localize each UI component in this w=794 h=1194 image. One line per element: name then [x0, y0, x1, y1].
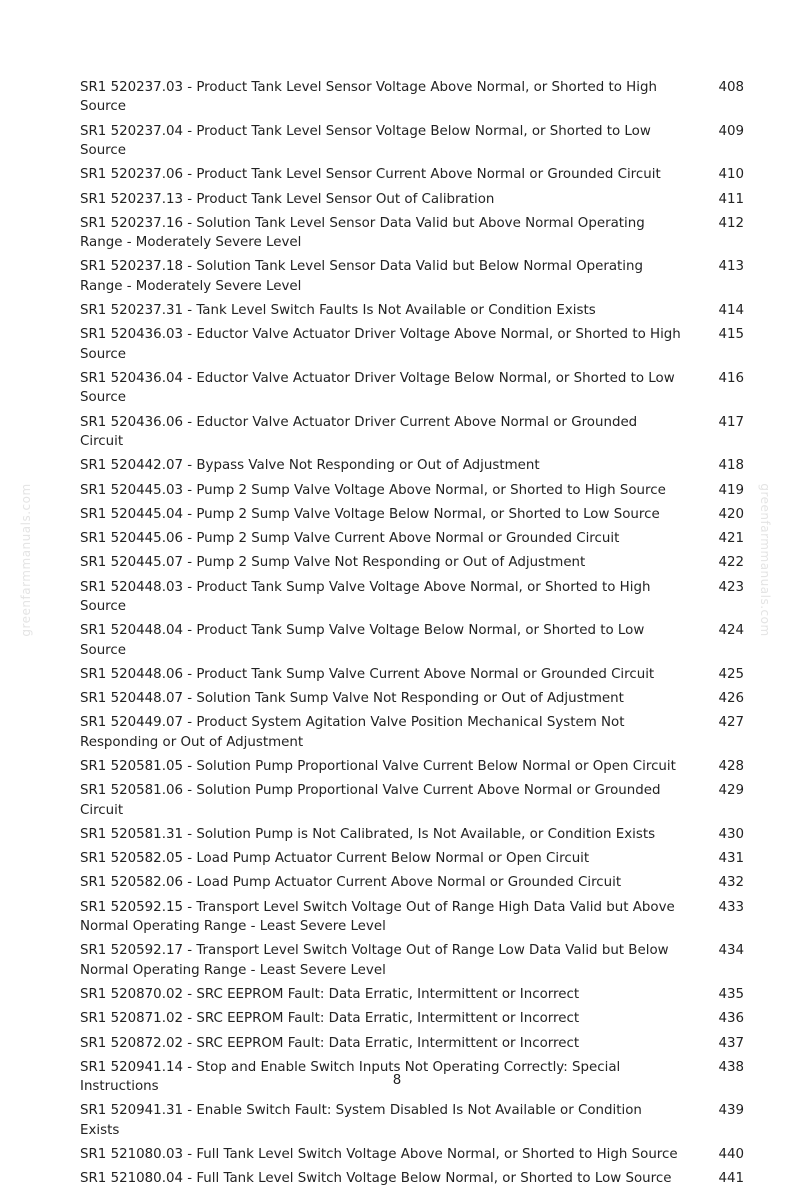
toc-entry-page: 438: [718, 1059, 744, 1075]
toc-entry-title: SR1 520445.06 - Pump 2 Sump Valve Current Above Normal or Grounded Circuit: [80, 531, 620, 547]
toc-entry-title: SR1 520436.03 - Eductor Valve Actuator Driver Voltage Above Normal, or Shorted to High Source: [80, 327, 681, 362]
toc-entry[interactable]: [80, 505, 744, 529]
toc-entry-page: 436: [718, 1011, 744, 1027]
toc-entry-page: 425: [718, 666, 744, 682]
toc-entry[interactable]: [80, 689, 744, 713]
toc-entry[interactable]: [80, 1145, 744, 1169]
toc-entry[interactable]: [80, 553, 744, 577]
toc-entry-title: SR1 520449.07 - Product System Agitation Valve Position Mechanical System Not Responding or Out of Adjustment: [80, 715, 625, 750]
toc-entry-title: SR1 520237.03 - Product Tank Level Sensor Voltage Above Normal, or Shorted to High Source: [80, 80, 657, 115]
toc-entry-page: 429: [718, 783, 744, 799]
toc-entry-page: 435: [718, 987, 744, 1003]
toc-entry-page: 428: [718, 759, 744, 775]
toc-entry-title: SR1 520436.06 - Eductor Valve Actuator Driver Current Above Normal or Grounded Circuit: [80, 414, 638, 450]
toc-entry[interactable]: [80, 190, 744, 214]
toc-entry[interactable]: [80, 757, 744, 781]
toc-entry-title: SR1 520445.04 - Pump 2 Sump Valve Voltage Below Normal, or Shorted to Low Source: [80, 506, 660, 522]
toc-entry-page: 427: [718, 715, 744, 731]
toc-entry[interactable]: [80, 257, 744, 301]
toc-entry-title: SR1 520442.07 - Bypass Valve Not Responding or Out of Adjustment: [80, 458, 540, 474]
toc-entry[interactable]: [80, 621, 744, 665]
toc-entry-page: 437: [718, 1035, 744, 1051]
toc-entry[interactable]: [80, 214, 744, 258]
toc-entry-title: SR1 520448.03 - Product Tank Sump Valve Voltage Above Normal, or Shorted to High Source: [80, 579, 651, 614]
toc-entry[interactable]: [80, 301, 744, 325]
toc-entry-page: 419: [718, 482, 744, 498]
toc-entry-title: SR1 520872.02 - SRC EEPROM Fault: Data Erratic, Intermittent or Incorrect: [80, 1035, 580, 1051]
toc-entry-page: 414: [718, 303, 744, 319]
toc-entry[interactable]: [80, 325, 744, 369]
toc-entry-title: SR1 520445.07 - Pump 2 Sump Valve Not Responding or Out of Adjustment: [80, 555, 586, 571]
toc-entry[interactable]: [80, 78, 744, 122]
toc-entry[interactable]: [80, 1009, 744, 1033]
toc-entry[interactable]: [80, 825, 744, 849]
toc-entry-page: 434: [718, 943, 744, 959]
toc-entry-title: SR1 520237.04 - Product Tank Level Sensor Voltage Below Normal, or Shorted to Low Source: [80, 123, 651, 159]
toc-entry[interactable]: [80, 713, 744, 757]
table-of-contents: [80, 78, 744, 1194]
toc-entry-page: 420: [718, 506, 744, 522]
toc-entry[interactable]: [80, 849, 744, 873]
toc-entry-page: 418: [718, 458, 744, 474]
toc-entry[interactable]: [80, 1101, 744, 1145]
toc-entry-title: SR1 520582.06 - Load Pump Actuator Current Above Normal or Grounded Circuit: [80, 875, 622, 891]
toc-entry[interactable]: [80, 456, 744, 480]
toc-entry-page: 422: [718, 555, 744, 571]
toc-entry-page: 430: [718, 826, 744, 842]
toc-entry-page: 408: [718, 80, 744, 95]
toc-entry-page: 415: [718, 327, 744, 343]
toc-entry-page: 423: [718, 579, 744, 595]
toc-entry-page: 411: [718, 191, 744, 207]
toc-entry[interactable]: [80, 1034, 744, 1058]
toc-entry[interactable]: [80, 985, 744, 1009]
toc-entry[interactable]: [80, 369, 744, 413]
toc-entry-title: SR1 520237.18 - Solution Tank Level Sensor Data Valid but Below Normal Operating Range - Moderately Severe Level: [80, 259, 644, 294]
toc-entry-title: SR1 520237.16 - Solution Tank Level Sensor Data Valid but Above Normal Operating Range - Moderately Severe Level: [80, 215, 645, 251]
toc-entry-title: SR1 520445.03 - Pump 2 Sump Valve Voltage Above Normal, or Shorted to High Source: [80, 482, 666, 498]
toc-entry-page: 410: [718, 167, 744, 183]
toc-entry-title: SR1 520592.15 - Transport Level Switch Voltage Out of Range High Data Valid but Above Normal Operating Range - Least Severe Level: [80, 899, 675, 935]
toc-entry[interactable]: [80, 1169, 744, 1193]
toc-entry-title: SR1 520436.04 - Eductor Valve Actuator Driver Voltage Below Normal, or Shorted to Low Source: [80, 371, 675, 406]
toc-entry[interactable]: [80, 941, 744, 985]
toc-entry[interactable]: [80, 898, 744, 942]
watermark-right: greenfarmmanuals.com: [758, 483, 772, 637]
toc-entry-page: 433: [718, 899, 744, 915]
toc-entry-title: SR1 520581.31 - Solution Pump is Not Calibrated, Is Not Available, or Condition Exists: [80, 826, 656, 842]
toc-entry-page: 421: [718, 531, 744, 547]
toc-entry-page: 416: [718, 371, 744, 387]
toc-entry-page: 431: [718, 851, 744, 867]
toc-entry-page: 424: [718, 623, 744, 639]
toc-entry-title: SR1 521080.03 - Full Tank Level Switch Voltage Above Normal, or Shorted to High Source: [80, 1147, 678, 1163]
toc-entry-page: 417: [718, 414, 744, 430]
toc-entry-title: SR1 520871.02 - SRC EEPROM Fault: Data Erratic, Intermittent or Incorrect: [80, 1011, 580, 1027]
toc-entry-title: SR1 520592.17 - Transport Level Switch Voltage Out of Range Low Data Valid but Below Normal Operating Range - Least Severe Level: [80, 943, 669, 978]
toc-entry-title: SR1 520582.05 - Load Pump Actuator Current Below Normal or Open Circuit: [80, 851, 590, 867]
toc-entry[interactable]: [80, 578, 744, 622]
toc-entry[interactable]: [80, 481, 744, 505]
toc-entry-title: SR1 520941.31 - Enable Switch Fault: System Disabled Is Not Available or Condition Exists: [80, 1103, 642, 1138]
toc-entry-page: 440: [718, 1147, 744, 1163]
page-number: 8: [392, 1073, 402, 1088]
toc-entry-title: SR1 520870.02 - SRC EEPROM Fault: Data Erratic, Intermittent or Incorrect: [80, 987, 580, 1003]
toc-entry-page: 412: [718, 215, 744, 231]
toc-entry-page: 409: [718, 123, 744, 139]
toc-entry-title: SR1 520448.04 - Product Tank Sump Valve Voltage Below Normal, or Shorted to Low Source: [80, 623, 645, 658]
toc-entry-title: SR1 520237.06 - Product Tank Level Sensor Current Above Normal or Grounded Circuit: [80, 167, 661, 183]
toc-entry[interactable]: [80, 781, 744, 825]
toc-entry-title: SR1 520448.07 - Solution Tank Sump Valve Not Responding or Out of Adjustment: [80, 691, 624, 707]
toc-entry[interactable]: [80, 122, 744, 166]
toc-entry[interactable]: [80, 165, 744, 189]
toc-entry-title: SR1 520581.05 - Solution Pump Proportional Valve Current Below Normal or Open Circuit: [80, 759, 676, 775]
toc-entry-page: 441: [718, 1171, 744, 1187]
toc-entry-title: SR1 520581.06 - Solution Pump Proportional Valve Current Above Normal or Grounded Circuit: [80, 783, 661, 818]
toc-entry[interactable]: [80, 529, 744, 553]
toc-entry[interactable]: [80, 413, 744, 457]
toc-entry-title: SR1 521080.04 - Full Tank Level Switch Voltage Below Normal, or Shorted to Low Source: [80, 1171, 672, 1187]
toc-entry[interactable]: [80, 665, 744, 689]
toc-entry-title: SR1 520448.06 - Product Tank Sump Valve Current Above Normal or Grounded Circuit: [80, 666, 655, 682]
toc-entry-title: SR1 520237.31 - Tank Level Switch Faults Is Not Available or Condition Exists: [80, 303, 596, 319]
toc-entry-page: 439: [718, 1103, 744, 1119]
toc-entry-title: SR1 520941.14 - Stop and Enable Switch Inputs Not Operating Correctly: Special Instructions: [80, 1059, 621, 1095]
toc-entry-title: SR1 520237.13 - Product Tank Level Sensor Out of Calibration: [80, 191, 495, 207]
watermark-left: greenfarmmanuals.com: [19, 483, 33, 637]
toc-entry-page: 426: [718, 691, 744, 707]
toc-entry[interactable]: [80, 873, 744, 897]
toc-entry-page: 432: [718, 875, 744, 891]
toc-entry-page: 413: [718, 259, 744, 275]
